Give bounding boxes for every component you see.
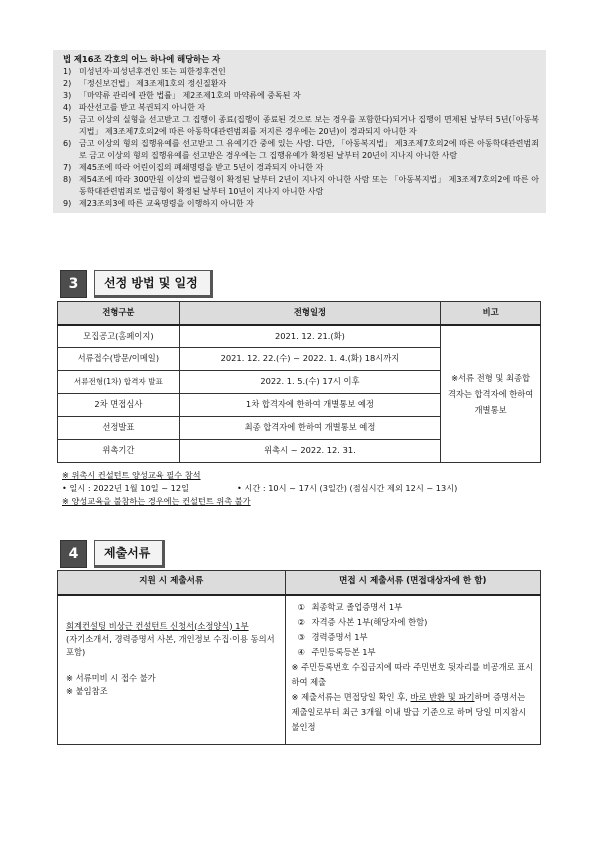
application-docs-cell (58, 595, 286, 745)
application-form-detail: (자기소개서, 경력증명서 사본, 개인정보 수집·이용 동의서 포함) (66, 633, 275, 657)
stage-cell: 2차 면접심사 (58, 394, 180, 417)
disqualification-item: 6) 금고 이상의 형의 집행유예를 선고받고 그 유예기간 중에 있는 사람. 다만, 「아동복지법」 제3조제7호의2에 따른 아동학대관련범죄로 금고 이상의 형의 집행유예를 선고받은 경우에는 그 집행유예가 확정된 날부터 20년이 지나지 아니한 사람 (63, 139, 539, 161)
disqualification-item: 1) 미성년자·피성년후견인 또는 피한정후견인 (63, 67, 226, 77)
application-form: 회계컨설팅 비상근 컨설턴트 신청서(소정양식) 1부 (66, 620, 249, 631)
schedule-cell: 2021. 12. 22.(수) ~ 2022. 1. 4.(화) 18시까지 (179, 348, 440, 371)
training-date: • 일시 : 2022년 1월 10일 ~ 12일 (62, 483, 190, 493)
stage-cell: 모집공고(홈페이지) (58, 325, 180, 348)
remark-cell: ※서류 전형 및 최종합격자는 합격자에 한하여 개별통보 (441, 325, 541, 463)
column-header: 면접 시 제출서류 (면접대상자에 한 함) (285, 571, 541, 595)
table-header-row (58, 302, 541, 325)
schedule-cell: 1차 합격자에 한하여 개별통보 예정 (179, 394, 440, 417)
section-number: 3 (60, 270, 87, 298)
schedule-cell: 위촉시 ~ 2022. 12. 31. (179, 440, 440, 463)
schedule-table (57, 301, 541, 463)
interview-docs-cell (285, 595, 541, 745)
disqualification-title: 법 제16조 각호의 어느 하나에 해당하는 자 (63, 54, 221, 64)
section-title: 제출서류 (94, 540, 165, 568)
schedule-cell: 2021. 12. 21.(화) (179, 325, 440, 348)
disqualification-box (53, 50, 546, 213)
column-header: 지원 시 제출서류 (58, 571, 286, 595)
section-4-header (60, 540, 165, 568)
section-number: 4 (60, 540, 87, 568)
schedule-cell: 2022. 1. 5.(수) 17시 이후 (179, 371, 440, 394)
table-header-row (58, 571, 541, 595)
list-item: ④ 주민등록등본 1부 (297, 646, 376, 657)
stage-cell: 선정발표 (58, 417, 180, 440)
disqualification-item: 8) 제54조에 따라 300만원 이상의 벌금형이 확정된 날부터 2년이 지나지 아니한 사람 또는 「아동복지법」 제3조제7호의2에 따른 아동학대관련범죄로 벌금형이 확정된 날부터 10년이 지나지 아니한 사람 (63, 175, 539, 197)
resident-number-note: ※ 주민등록번호 수집금지에 따라 주민번호 뒷자리를 비공개로 표시하여 제출 (291, 661, 534, 687)
list-item: ① 최종학교 졸업증명서 1부 (297, 601, 403, 612)
column-header: 전형일정 (179, 302, 440, 325)
disqualification-item: 3) 「마약류 관리에 관한 법률」 제2조제1호의 마약류에 중독된 자 (63, 91, 301, 101)
training-absence-note: ※ 양성교육을 불참하는 경우에는 컨설턴트 위촉 불가 (62, 496, 251, 506)
list-item: ③ 경력증명서 1부 (297, 631, 368, 642)
schedule-cell: 최종 합격자에 한하여 개별통보 예정 (179, 417, 440, 440)
section-title: 선정 방법 및 일정 (94, 270, 213, 298)
table-row (58, 325, 541, 348)
incomplete-docs-note: ※ 서류미비 시 접수 불가 (66, 672, 156, 683)
stage-cell: 서류접수(방문/이메일) (58, 348, 180, 371)
column-header: 전형구분 (58, 302, 180, 325)
training-notes (62, 469, 457, 508)
disqualification-item: 7) 제45조에 따라 어린이집의 폐쇄명령을 받고 5년이 경과되지 아니한 자 (63, 163, 324, 173)
stage-cell: 위촉기간 (58, 440, 180, 463)
disqualification-item: 5) 금고 이상의 실형을 선고받고 그 집행이 종료(집행이 종료된 것으로 보는 경우를 포함한다)되거나 집행이 면제된 날부터 5년(「아동복지법」 제3조제7호의2에 따른 아동학대관련범죄를 저지른 경우에는 20년)이 경과되지 아니한 자 (63, 115, 539, 137)
attachment-note: ※ 붙임참조 (66, 685, 108, 696)
document-return-note: ※ 제출서류는 면접당일 확인 후, 바로 반환 및 파기하며 증명서는 제출일로부터 최근 3개월 이내 발급 기준으로 하며 당일 미지참시 불인정 (291, 691, 527, 732)
training-datetime (62, 482, 457, 495)
section-3-header (60, 270, 213, 298)
column-header: 비고 (441, 302, 541, 325)
table-row (58, 595, 541, 745)
stage-cell: 서류전형(1차) 합격자 발표 (58, 371, 180, 394)
disqualification-item: 2) 「정신보건법」 제3조제1호의 정신질환자 (63, 79, 227, 89)
documents-table (57, 570, 541, 745)
disqualification-item: 9) 제23조의3에 따른 교육명령을 이행하지 아니한 자 (63, 199, 254, 209)
training-required-note: ※ 위촉시 컨설턴트 양성교육 필수 참석 (62, 470, 201, 480)
disqualification-item: 4) 파산선고를 받고 복권되지 아니한 자 (63, 103, 206, 113)
list-item: ② 자격증 사본 1부(해당자에 한함) (297, 616, 428, 627)
training-time: • 시간 : 10시 ~ 17시 (3일간) (점심시간 제외 12시 ~ 13시) (237, 483, 458, 493)
